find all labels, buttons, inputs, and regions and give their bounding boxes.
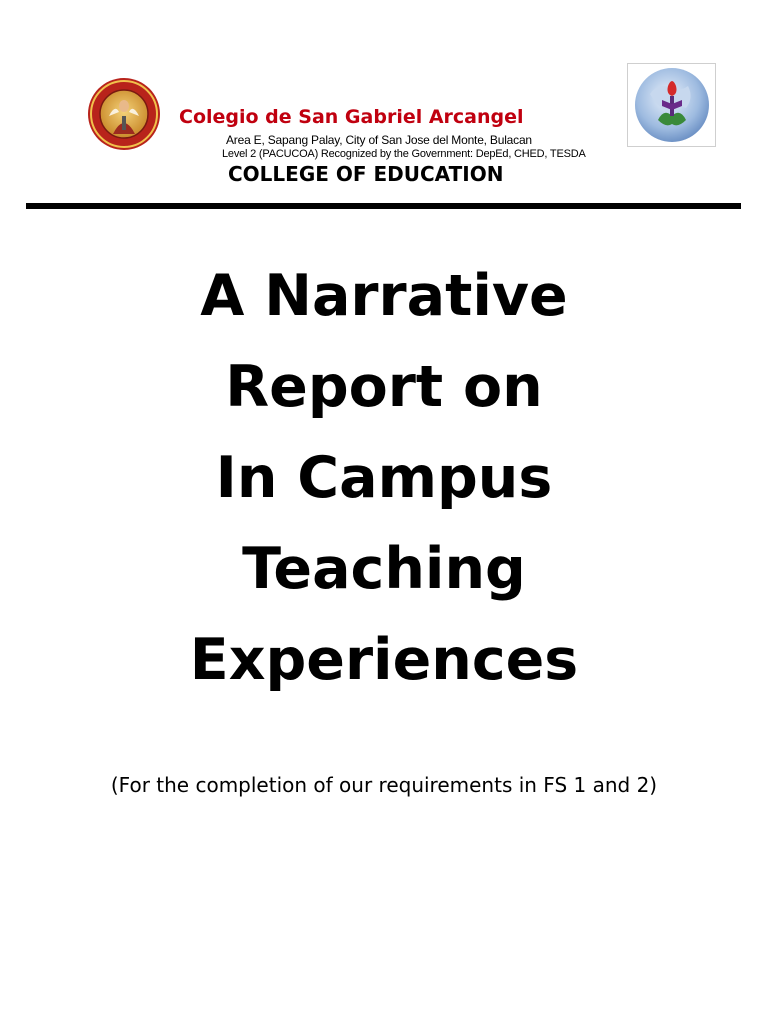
college-name: COLLEGE OF EDUCATION <box>228 162 504 186</box>
school-seal-icon <box>87 76 161 152</box>
title-line: A Narrative <box>200 263 568 329</box>
report-subtitle: (For the completion of our requirements in FS 1 and 2) <box>110 773 658 797</box>
title-line: Experiences <box>189 627 579 693</box>
school-address: Area E, Sapang Palay, City of San Jose del Monte, Bulacan <box>226 133 532 147</box>
title-line: In Campus <box>215 445 553 511</box>
school-name: Colegio de San Gabriel Arcangel <box>179 106 524 128</box>
header-divider <box>26 203 741 209</box>
title-line: Report on <box>225 354 543 420</box>
education-logo-icon <box>627 63 716 147</box>
report-title <box>0 258 768 713</box>
accreditation-text: Level 2 (PACUCOA) Recognized by the Government: DepEd, CHED, TESDA <box>222 148 586 160</box>
title-line: Teaching <box>242 536 526 602</box>
